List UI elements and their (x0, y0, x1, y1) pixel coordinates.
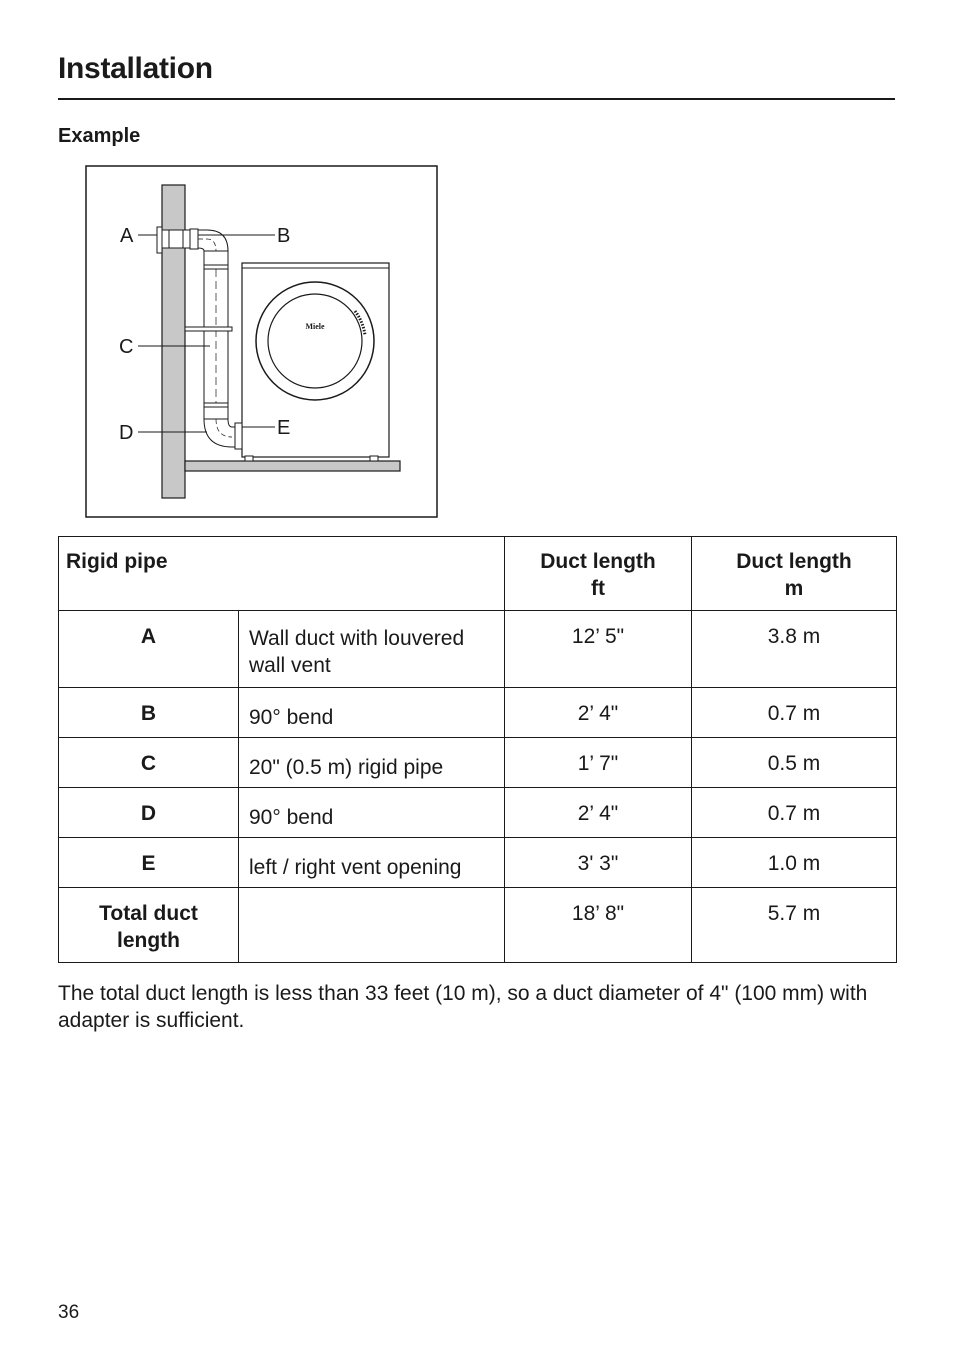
row-description: 20" (0.5 m) rigid pipe (239, 738, 505, 788)
header-ft-line2: ft (591, 577, 605, 600)
row-length-ft: 2’ 4" (505, 788, 692, 838)
summary-paragraph: The total duct length is less than 33 feet (10 m), so a duct diameter of 4" (100 mm) with adapter is sufficient. (58, 982, 868, 1032)
table-total-row (59, 888, 897, 963)
row-length-ft: 3' 3" (505, 838, 692, 888)
table-header-row (59, 537, 897, 611)
page-number: 36 (58, 1302, 80, 1323)
header-duct-length-ft (505, 537, 692, 611)
row-length-ft: 2’ 4" (505, 688, 692, 738)
row-description: 90° bend (239, 788, 505, 838)
total-length-ft: 18’ 8" (505, 888, 692, 963)
table-row (59, 738, 897, 788)
dryer-venting-diagram (85, 165, 438, 518)
page-title: Installation (58, 52, 213, 85)
row-description: 90° bend (239, 688, 505, 738)
table-row (59, 611, 897, 688)
row-length-m: 3.8 m (692, 611, 897, 688)
header-m-line1: Duct length (736, 550, 852, 573)
floor (185, 461, 400, 471)
row-length-ft: 12’ 5" (505, 611, 692, 688)
dryer-brand-logo: Miele (305, 322, 325, 331)
table-row (59, 688, 897, 738)
total-label: Total duct length (59, 888, 239, 963)
row-length-m: 1.0 m (692, 838, 897, 888)
callout-a: A (120, 225, 134, 247)
row-code: E (59, 838, 239, 888)
table-row (59, 838, 897, 888)
callout-b: B (277, 225, 291, 247)
row-code: D (59, 788, 239, 838)
callout-c: C (119, 336, 134, 358)
title-divider (58, 98, 895, 100)
row-code: A (59, 611, 239, 688)
row-length-m: 0.7 m (692, 688, 897, 738)
total-length-m: 5.7 m (692, 888, 897, 963)
section-heading: Example (58, 125, 141, 147)
callout-d: D (119, 422, 134, 444)
header-rigid-pipe: Rigid pipe (59, 537, 505, 611)
header-m-line2: m (784, 577, 804, 600)
total-description (239, 888, 505, 963)
row-description: left / right vent opening (239, 838, 505, 888)
row-length-ft: 1’ 7" (505, 738, 692, 788)
row-code: C (59, 738, 239, 788)
row-length-m: 0.7 m (692, 788, 897, 838)
row-length-m: 0.5 m (692, 738, 897, 788)
row-description: Wall duct with louvered wall vent (239, 611, 505, 688)
header-duct-length-m (692, 537, 897, 611)
row-code: B (59, 688, 239, 738)
table-row (59, 788, 897, 838)
callout-e: E (277, 417, 291, 439)
dryer (242, 263, 389, 461)
vent-opening-e (235, 423, 242, 449)
rigid-pipe-c (185, 251, 232, 419)
duct-length-table (58, 536, 897, 963)
bend-d (204, 419, 235, 447)
header-ft-line1: Duct length (540, 550, 656, 573)
